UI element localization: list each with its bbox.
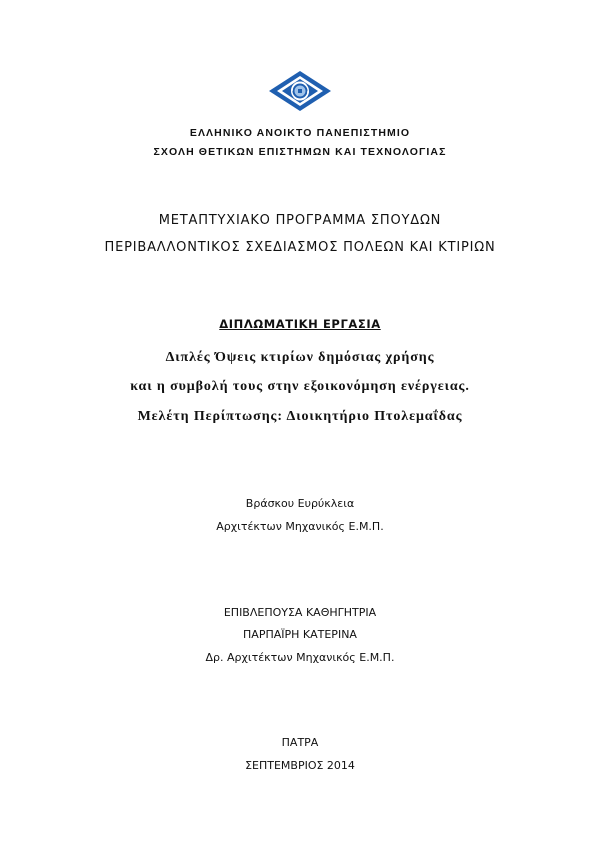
city: ΠΑΤΡΑ [281, 736, 319, 749]
supervisor-label: ΕΠΙΒΛΕΠΟΥΣΑ ΚΑΘΗΓΗΤΡΙΑ [223, 606, 377, 619]
program-name: ΜΕΤΑΠΤΥΧΙΑΚΟ ΠΡΟΓΡΑΜΜΑ ΣΠΟΥΔΩΝ [158, 213, 442, 228]
thesis-title-line-2: και η συμβολή τους στην εξοικονόμηση ενέργειας. [130, 379, 470, 394]
school-name: ΣΧΟΛΗ ΘΕΤΙΚΩΝ ΕΠΙΣΤΗΜΩΝ ΚΑΙ ΤΕΧΝΟΛΟΓΙΑΣ [153, 146, 447, 158]
supervisor-name: ΠΑΡΠΑΪΡΗ ΚΑΤΕΡΙΝΑ [243, 628, 357, 641]
supervisor-title: Δρ. Αρχιτέκτων Μηχανικός Ε.Μ.Π. [205, 651, 395, 664]
thesis-title-line-1: Διπλές Όψεις κτιρίων δημόσιας χρήσης [165, 350, 435, 365]
thesis-title-line-3: Μελέτη Περίπτωσης: Διοικητήριο Πτολεμαΐδας [137, 409, 463, 424]
university-name: ΕΛΛΗΝΙΚΟ ΑΝΟΙΚΤΟ ΠΑΝΕΠΙΣΤΗΜΙΟ [189, 127, 411, 139]
thesis-label: ΔΙΠΛΩΜΑΤΙΚΗ ΕΡΓΑΣΙΑ [219, 317, 381, 331]
program-specialization: ΠΕΡΙΒΑΛΛΟΝΤΙΚΟΣ ΣΧΕΔΙΑΣΜΟΣ ΠΟΛΕΩΝ ΚΑΙ ΚΤΙΡΙΩΝ [104, 240, 496, 255]
author-title: Αρχιτέκτων Μηχανικός Ε.Μ.Π. [216, 520, 384, 533]
author-name: Βράσκου Ευρύκλεια [245, 497, 355, 510]
university-logo-icon [268, 70, 332, 112]
date: ΣΕΠΤΕΜΒΡΙΟΣ 2014 [245, 759, 355, 772]
